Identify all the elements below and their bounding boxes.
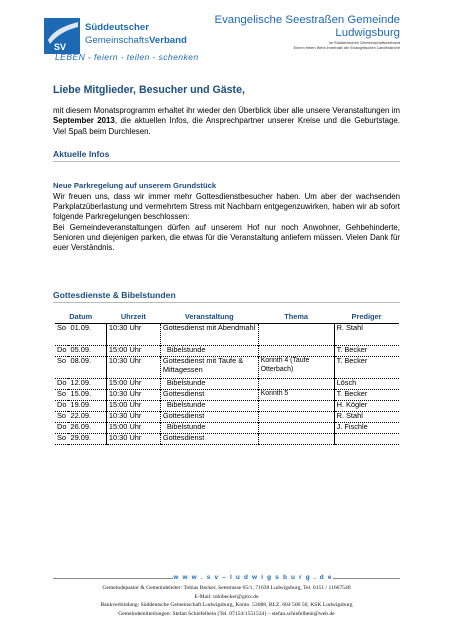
logo-line1: Süddeutscher	[85, 22, 149, 33]
cell-time: 10:30 Uhr	[106, 412, 160, 423]
column-header-preacher: Prediger	[334, 312, 399, 324]
cell-preacher: Lösch	[334, 379, 399, 390]
cell-day: So	[55, 324, 68, 346]
footer-bank-line: Bankverbindung: Süddeutsche Gemeinschaft Ludwigsburg, Konto. 53088, BLZ. 604 500 50, KSK Ludwigsburg	[100, 602, 353, 609]
parking-text	[53, 192, 400, 253]
services-table	[55, 312, 399, 445]
logo-line2-part2: Verband	[149, 35, 187, 46]
cell-theme	[258, 412, 334, 423]
cell-theme	[258, 401, 334, 412]
cell-date: 08.09.	[68, 357, 106, 379]
footer-pastor-line: Gemeindepastor & Gemeindeleiter: Tobias Becker, Seestrasse 65/1, 71638 Ludwigsburg, Tel. 0151 / 11667548	[102, 585, 351, 591]
cell-event: Gottesdienst	[160, 412, 258, 423]
cell-preacher: T. Becker	[334, 346, 399, 357]
org-subtitle-line2: Einem freien Werk innerhalb der Evangelischen Landeskirche	[293, 44, 400, 50]
logo-badge-text: SV	[54, 42, 67, 52]
cell-preacher: H. Kögler	[334, 401, 399, 412]
cell-time: 15:00 Uhr	[106, 346, 160, 357]
table-row	[55, 434, 399, 445]
table-row	[55, 346, 399, 357]
table-row	[55, 379, 399, 390]
table-header-row	[55, 312, 399, 324]
infos-heading: Aktuelle Infos	[53, 149, 110, 159]
footer-url-link[interactable]: w w w . s v – l u d w i g s b u r g . d e	[173, 574, 333, 581]
footer-divider	[53, 574, 400, 583]
logo-line2-part1: Gemeinschafts	[85, 35, 149, 46]
services-heading: Gottesdienste & Bibelstunden	[53, 290, 176, 300]
cell-event: Gottesdienst mit Taufe & Mittagessen	[160, 357, 258, 379]
services-rule	[53, 302, 400, 303]
cell-event: Gottesdienst	[160, 434, 258, 445]
cell-preacher: J. Fischle	[334, 423, 399, 434]
cell-theme: Korinth 5	[258, 390, 334, 401]
cell-time: 15:00 Uhr	[106, 423, 160, 434]
cell-time: 10:30 Uhr	[106, 390, 160, 401]
cell-day: So	[55, 357, 68, 379]
intro-text-2: , die aktuellen Infos, die Ansprechpartner unserer Kreise und die Geburtstage. Viel Spaß beim Durchlesen.	[53, 116, 400, 136]
cell-theme	[258, 379, 334, 390]
parking-paragraph-2: Bei Gemeindeveranstaltungen dürfen auf unserem Hof nur noch Anwohner, Gehbehinderte, Senioren und diejenigen parken, die etwas für die Veranstaltung anliefern müssen. Vielen Dank für euer Verständnis.	[53, 222, 400, 253]
motto: LEBEN - feiern - teilen - schenken	[55, 52, 199, 62]
org-subtitle	[240, 41, 400, 50]
cell-theme	[258, 346, 334, 357]
cell-date: 01.09.	[68, 324, 106, 346]
cell-day: Do	[55, 346, 68, 357]
cell-date: 26.09.	[68, 423, 106, 434]
footer-notices-line: Gemeindemitteilungen: Stefan Schiefelbein (Tel. 07154/1551534) – stefan.schiefelbein@web.de	[118, 610, 335, 617]
logo	[44, 18, 187, 56]
table-row	[55, 357, 399, 379]
cell-preacher: R. Stahl	[334, 412, 399, 423]
column-header-time: Uhrzeit	[106, 312, 160, 324]
table-row	[55, 423, 399, 434]
cell-preacher	[334, 434, 399, 445]
cell-date: 22.09.	[68, 412, 106, 423]
parking-title: Neue Parkregelung auf unserem Grundstück	[53, 181, 217, 190]
org-title: Evangelische Seestraßen Gemeinde Ludwigsburg	[214, 14, 400, 39]
column-header-theme: Thema	[258, 312, 334, 324]
sv-logo-icon	[44, 18, 80, 54]
cell-preacher: T. Becker	[334, 390, 399, 401]
org-subtitle-line1: im Süddeutschen Gemeinschaftsverband	[328, 40, 400, 45]
cell-date: 05.09.	[68, 346, 106, 357]
cell-preacher: T. Becker	[334, 357, 399, 379]
cell-event: Gottesdienst mit Abendmahl	[160, 324, 258, 346]
table-row	[55, 412, 399, 423]
cell-day: So	[55, 390, 68, 401]
cell-theme	[258, 434, 334, 445]
cell-theme	[258, 423, 334, 434]
cell-day: So	[55, 412, 68, 423]
cell-event: Bibelstunde	[160, 379, 258, 390]
cell-day: Do	[55, 379, 68, 390]
cell-event: Bibelstunde	[160, 423, 258, 434]
cell-time: 15:00 Uhr	[106, 401, 160, 412]
table-row	[55, 401, 399, 412]
column-header-event: Veranstaltung	[160, 312, 258, 324]
cell-date: 19.09.	[68, 401, 106, 412]
cell-time: 15:00 Uhr	[106, 379, 160, 390]
cell-date: 29.09.	[68, 434, 106, 445]
cell-event: Gottesdienst	[160, 390, 258, 401]
intro-paragraph	[53, 106, 400, 137]
cell-preacher: R. Stahl	[334, 324, 399, 346]
logo-line2	[85, 35, 187, 46]
parking-paragraph-1: Wir freuen uns, dass wir immer mehr Gottesdienstbesucher haben. Um aber der wachsenden Parkplatzüberlastung und vermehrtem Stress mit Nachbarn entgegenzuwirken, haben wir ab sofort folgende Parkregelungen beschlossen:	[53, 192, 400, 222]
table-row	[55, 324, 399, 346]
cell-time: 10:30 Uhr	[106, 434, 160, 445]
column-header-date: Datum	[55, 312, 106, 324]
cell-time: 10:30 Uhr	[106, 357, 160, 379]
footer-contact	[30, 584, 423, 618]
cell-event: Bibelstunde	[160, 346, 258, 357]
cell-date: 15.09.	[68, 390, 106, 401]
cell-day: Do	[55, 423, 68, 434]
intro-text-1: mit diesem Monatsprogramm erhaltet ihr wieder den Überblick über alle unsere Veranstaltungen im	[53, 106, 400, 115]
cell-theme	[258, 324, 334, 346]
cell-event: Bibelstunde	[160, 401, 258, 412]
cell-theme: Korinth 4 (Taufe Otterbach)	[258, 357, 334, 379]
footer-email-line: E-Mail: tobibecker@gmx.de	[194, 593, 259, 600]
infos-rule	[53, 161, 400, 162]
cell-day: So	[55, 434, 68, 445]
table-row	[55, 390, 399, 401]
intro-month: September 2013	[53, 116, 115, 126]
cell-time: 10:30 Uhr	[106, 324, 160, 346]
greeting-heading: Liebe Mitglieder, Besucher und Gäste,	[53, 84, 245, 96]
cell-date: 12.09.	[68, 379, 106, 390]
cell-day: Do	[55, 401, 68, 412]
